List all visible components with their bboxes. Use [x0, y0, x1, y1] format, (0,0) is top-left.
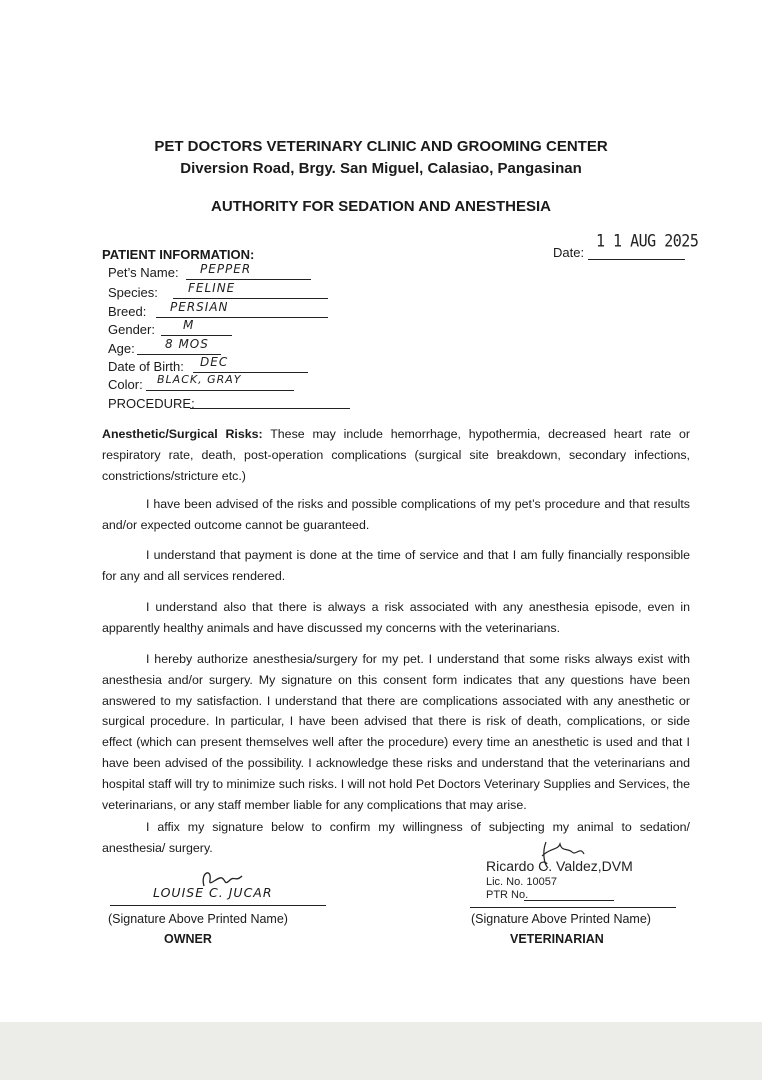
- field-line: [146, 390, 294, 391]
- field-line: [190, 408, 350, 409]
- form-title: AUTHORITY FOR SEDATION AND ANESTHESIA: [210, 198, 551, 215]
- field-value-pet-name: PEPPER: [200, 262, 252, 276]
- field-label: Species:: [108, 285, 158, 300]
- field-value-color: BLACK, GRAY: [157, 373, 242, 386]
- field-procedure: [108, 396, 195, 411]
- field-line: [156, 317, 328, 318]
- risks-text: These may include hemorrhage, hypothermia, decreased heart rate or respiratory rate, death, post-operation complications (surgical site breakdown, secondary infections, constrictions/stricture etc.): [102, 427, 690, 483]
- field-gender: [108, 322, 155, 337]
- paragraph-text: I hereby authorize anesthesia/surgery for my pet. I understand that some risks always exist with anesthesia and/or surgery. My signature on this consent form indicates that any questions have been answered to my satisfaction. I understand that there are complications associated with any anesthetic or surgical procedure. In particular, I have been advised that there is risk of death, complications, or side effect (which can present themselves well after the procedure) every time an anesthetic is used and that I have been advised of the possibility. I acknowledge these risks and understand that the veterinarians and hospital staff will try to minimize such risks. I will not hold Pet Doctors Veterinary Supplies and Services, the veterinarians, or any staff member liable for any complications that may arise.: [102, 652, 690, 812]
- field-line: [161, 335, 232, 336]
- owner-printed-name: LOUISE C. JUCAR: [153, 885, 273, 900]
- owner-signature-line: [110, 905, 326, 906]
- scan-margin: [0, 1022, 762, 1080]
- field-label: Gender:: [108, 322, 155, 337]
- field-value-breed: PERSIAN: [170, 300, 229, 314]
- vet-signature-caption: (Signature Above Printed Name): [471, 912, 651, 926]
- vet-license-number: Lic. No. 10057: [486, 876, 557, 888]
- date-label: Date:: [553, 245, 585, 260]
- field-pet-name: [108, 265, 179, 280]
- clinic-name: PET DOCTORS VETERINARY CLINIC AND GROOMING CENTER: [154, 138, 608, 155]
- patient-info-heading: PATIENT INFORMATION:: [102, 247, 255, 262]
- vet-role-label: VETERINARIAN: [510, 932, 604, 946]
- field-label: PROCEDURE:: [108, 396, 195, 411]
- field-label: Age:: [108, 341, 135, 356]
- owner-role-label: OWNER: [164, 932, 212, 946]
- owner-signature-caption: (Signature Above Printed Name): [108, 912, 288, 926]
- date-stamp: 1 1 AUG 2025: [596, 230, 699, 252]
- field-value-gender: M: [183, 318, 195, 332]
- paragraph-text: I have been advised of the risks and possible complications of my pet’s procedure and that results and/or expected outcome cannot be guaranteed.: [102, 497, 690, 532]
- field-line: [173, 298, 328, 299]
- consent-paragraph-2: [102, 545, 690, 587]
- consent-paragraph-3: [102, 597, 690, 639]
- vet-stamp-name: Ricardo C. Valdez,DVM: [486, 858, 633, 874]
- field-species: [108, 285, 158, 300]
- field-label: Pet’s Name:: [108, 265, 179, 280]
- paragraph-text: I understand that payment is done at the time of service and that I am fully financially responsible for any and all services rendered.: [102, 548, 690, 583]
- field-date-of-birth: [108, 359, 184, 374]
- vet-ptr-label: PTR No.: [486, 889, 529, 901]
- risks-label: Anesthetic/Surgical Risks:: [102, 427, 263, 441]
- field-line: [186, 279, 311, 280]
- consent-paragraph-4: [102, 649, 690, 815]
- clinic-address: Diversion Road, Brgy. San Miguel, Calasiao, Pangasinan: [180, 160, 582, 177]
- paragraph-text: I affix my signature below to confirm my willingness of subjecting my animal to sedation/ anesthesia/ surgery.: [102, 820, 690, 855]
- field-breed: [108, 304, 146, 319]
- field-label: Breed:: [108, 304, 147, 319]
- vet-ptr-line: [524, 900, 614, 901]
- date-line: [588, 259, 685, 260]
- field-label: Date of Birth:: [108, 359, 184, 374]
- paragraph-text: I understand also that there is always a risk associated with any anesthesia episode, even in apparently healthy animals and have discussed my concerns with the veterinarians.: [102, 600, 690, 635]
- field-color: [108, 377, 143, 392]
- consent-paragraph-1: [102, 494, 690, 536]
- field-label: Color:: [108, 377, 143, 392]
- field-age: [108, 341, 135, 356]
- field-value-age: 8 MOS: [165, 337, 209, 351]
- risks-paragraph: [102, 424, 690, 486]
- vet-signature-line: [470, 907, 676, 908]
- field-value-species: FELINE: [188, 281, 236, 295]
- consent-paragraph-5: [102, 817, 690, 859]
- field-value-date-of-birth: DEC: [200, 355, 229, 369]
